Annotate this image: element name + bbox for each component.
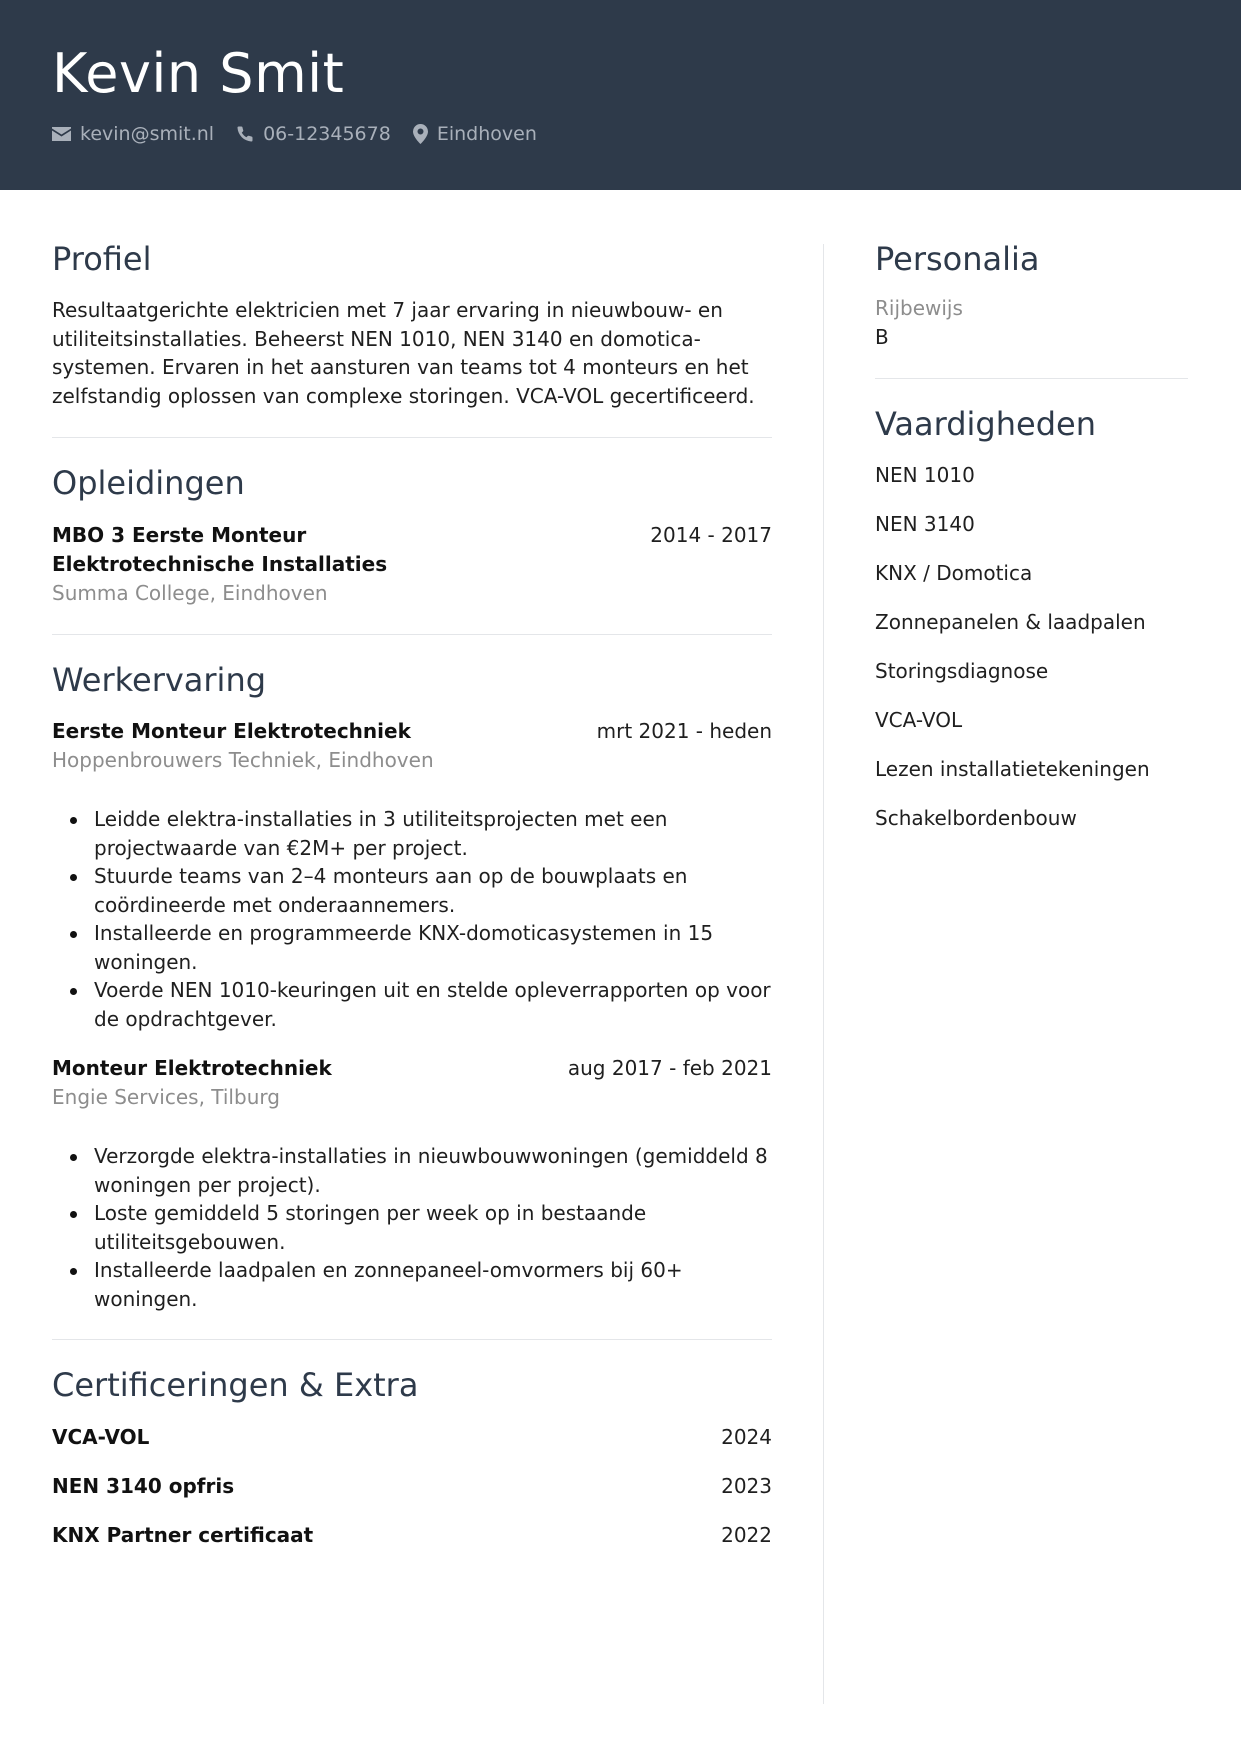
skill-item: NEN 3140 [875,511,975,536]
skill-item: Lezen installatietekeningen [875,756,1150,781]
experience-entry-head [52,717,772,746]
phone-text[interactable]: 06-12345678 [263,123,391,145]
skills-section [875,405,1188,832]
profile-text: Resultaatgerichte elektricien met 7 jaar ervaring in nieuwbouw- en utiliteitsinstallaties. Beheerst NEN 1010, NEN 3140 en domotica-systemen. Ervaren in het aansturen van teams tot 4 monteurs en het zelfstandig oplossen van complexe storingen. VCA-VOL gecertificeerd. [52,298,755,408]
experience-entry-head [52,1054,772,1083]
skills-list [875,461,1188,833]
experience-heading: Werkervaring [52,660,267,699]
job-company: Engie Services, Tilburg [52,1085,280,1110]
location-text: Eindhoven [436,123,537,145]
cert-name: VCA-VOL [52,1424,150,1449]
skill-item: Storingsdiagnose [875,658,1049,683]
bullet-item: Verzorgde elektra-installaties in nieuwbouwwoningen (gemiddeld 8 woningen per project). [70,1142,772,1199]
license-label: Rijbewijs [875,296,963,321]
contact-phone [236,123,391,145]
certifications-heading: Certificeringen & Extra [52,1366,419,1405]
education-heading: Opleidingen [52,464,245,503]
bullet-item: Leidde elektra-installaties in 3 utiliteitsprojecten met een projectwaarde van €2M+ per project. [70,805,772,862]
job-role: Monteur Elektrotechniek [52,1056,332,1081]
bullet-item: Installeerde laadpalen en zonnepaneel-omvormers bij 60+ woningen. [70,1256,772,1313]
education-entry [52,521,772,608]
license-value: B [875,325,889,350]
cert-list [52,1423,772,1550]
bullet-item: Voerde NEN 1010-keuringen uit en stelde opleverrapporten op voor de opdrachtgever. [70,976,772,1033]
cert-year: 2023 [721,1473,772,1498]
job-dates: mrt 2021 - heden [596,719,772,744]
envelope-icon [52,127,71,141]
candidate-name: Kevin Smit [52,42,345,105]
phone-icon [236,125,254,143]
cert-name: KNX Partner certificaat [52,1522,314,1547]
side-column [875,240,1188,833]
section-divider [875,378,1188,379]
skill-item: VCA-VOL [875,707,963,732]
personal-heading: Personalia [875,240,1040,278]
cert-year: 2024 [721,1424,772,1449]
personal-section [875,240,1188,352]
job-role: Eerste Monteur Elektrotechniek [52,719,411,744]
education-entry-head [52,521,772,579]
location-pin-icon [413,124,428,144]
contact-email [52,123,214,145]
cert-row [52,1472,772,1501]
email-text[interactable]: kevin@smit.nl [80,123,215,145]
bullet-item: Loste gemiddeld 5 storingen per week op in bestaande utiliteitsgebouwen. [70,1199,772,1256]
cert-name: NEN 3140 opfris [52,1473,235,1498]
education-dates: 2014 - 2017 [650,522,772,547]
education-school: Summa College, Eindhoven [52,580,328,605]
skill-item: Schakelbordenbouw [875,805,1077,830]
cert-row [52,1521,772,1550]
job-bullets [70,805,772,1033]
main-column [52,240,772,1550]
skills-heading: Vaardigheden [875,405,1096,444]
profile-section [52,240,772,410]
section-divider [52,1339,772,1340]
experience-entry [52,1054,772,1313]
education-section [52,464,772,607]
bullet-item: Stuurde teams van 2–4 monteurs aan op de bouwplaats en coördineerde met onderaannemers. [70,862,772,919]
cert-year: 2022 [721,1522,772,1547]
contact-location [413,123,537,145]
skill-item: KNX / Domotica [875,560,1033,585]
job-company: Hoppenbrouwers Techniek, Eindhoven [52,748,434,773]
section-divider [52,634,772,635]
section-divider [52,437,772,438]
skill-item: NEN 1010 [875,462,975,487]
experience-section [52,661,772,1313]
bullet-item: Installeerde en programmeerde KNX-domoticasystemen in 15 woningen. [70,919,772,976]
column-divider [823,244,824,1704]
header-banner [0,0,1241,190]
education-degree: MBO 3 Eerste Monteur Elektrotechnische Installaties [52,522,388,576]
contact-info [52,123,559,145]
job-dates: aug 2017 - feb 2021 [567,1056,772,1081]
certifications-section [52,1366,772,1549]
job-bullets [70,1142,772,1313]
profile-heading: Profiel [52,240,152,278]
experience-entry [52,717,772,1033]
skill-item: Zonnepanelen & laadpalen [875,609,1146,634]
cert-row [52,1423,772,1452]
